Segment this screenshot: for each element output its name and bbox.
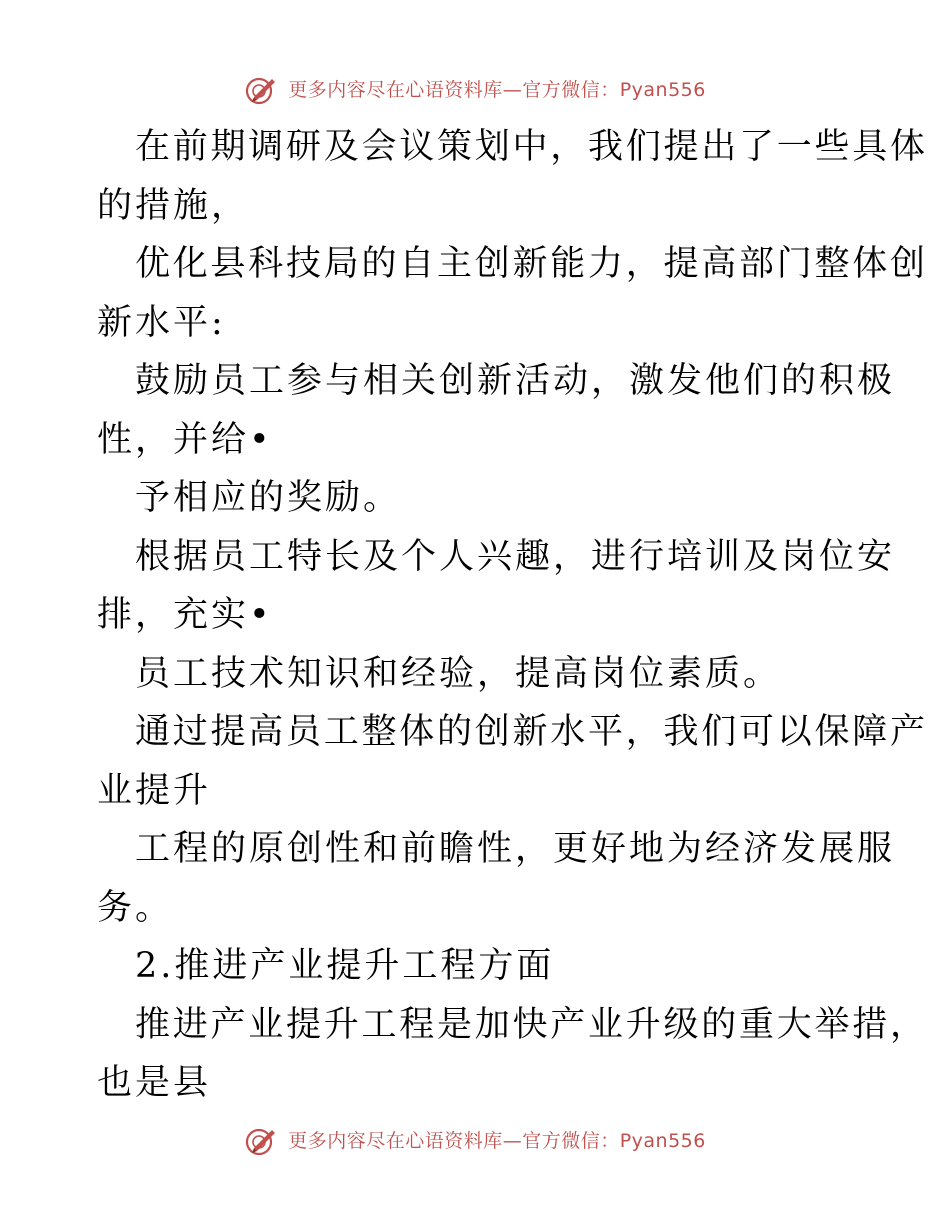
body-text-line: 业提升 [97, 770, 212, 811]
footer-watermark-text: 更多内容尽在心语资料库—官方微信：Pyan556 [288, 1130, 706, 1152]
header-watermark [0, 75, 950, 105]
pen-logo-icon [244, 75, 278, 105]
body-text-line: 通过提高员工整体的创新水平，我们可以保障产 [135, 712, 928, 752]
body-text-line: 鼓励员工参与相关创新活动，激发他们的积极 [135, 361, 896, 401]
body-text-line: 推进产业提升工程是加快产业升级的重大举措， [135, 1004, 928, 1045]
body-text-line: 务。 [97, 887, 174, 928]
footer-watermark [0, 1126, 950, 1156]
body-text-line: 在前期调研及会议策划中，我们提出了一些具体 [135, 127, 928, 167]
header-watermark-text: 更多内容尽在心语资料库—官方微信：Pyan556 [288, 79, 706, 101]
body-text-line: 也是县 [97, 1063, 212, 1103]
body-text-line: 予相应的奖励。 [135, 478, 402, 518]
pen-logo-icon [244, 1126, 278, 1156]
body-text-line: 的措施， [97, 185, 250, 226]
body-text-line: 根据员工特长及个人兴趣，进行培训及岗位安 [135, 536, 896, 577]
body-text-line: 排，充实• [97, 595, 273, 635]
body-text-line: 新水平: [97, 302, 226, 343]
body-text-line: 性，并给• [97, 419, 273, 460]
document-body [97, 118, 928, 1113]
body-text-line: 员工技术知识和经验，提高岗位素质。 [135, 653, 782, 694]
body-text-line: 工程的原创性和前瞻性，更好地为经济发展服 [135, 829, 896, 869]
body-text-line: 2.推进产业提升工程方面 [135, 946, 555, 986]
body-text-line: 优化县科技局的自主创新能力，提高部门整体创 [135, 244, 928, 284]
